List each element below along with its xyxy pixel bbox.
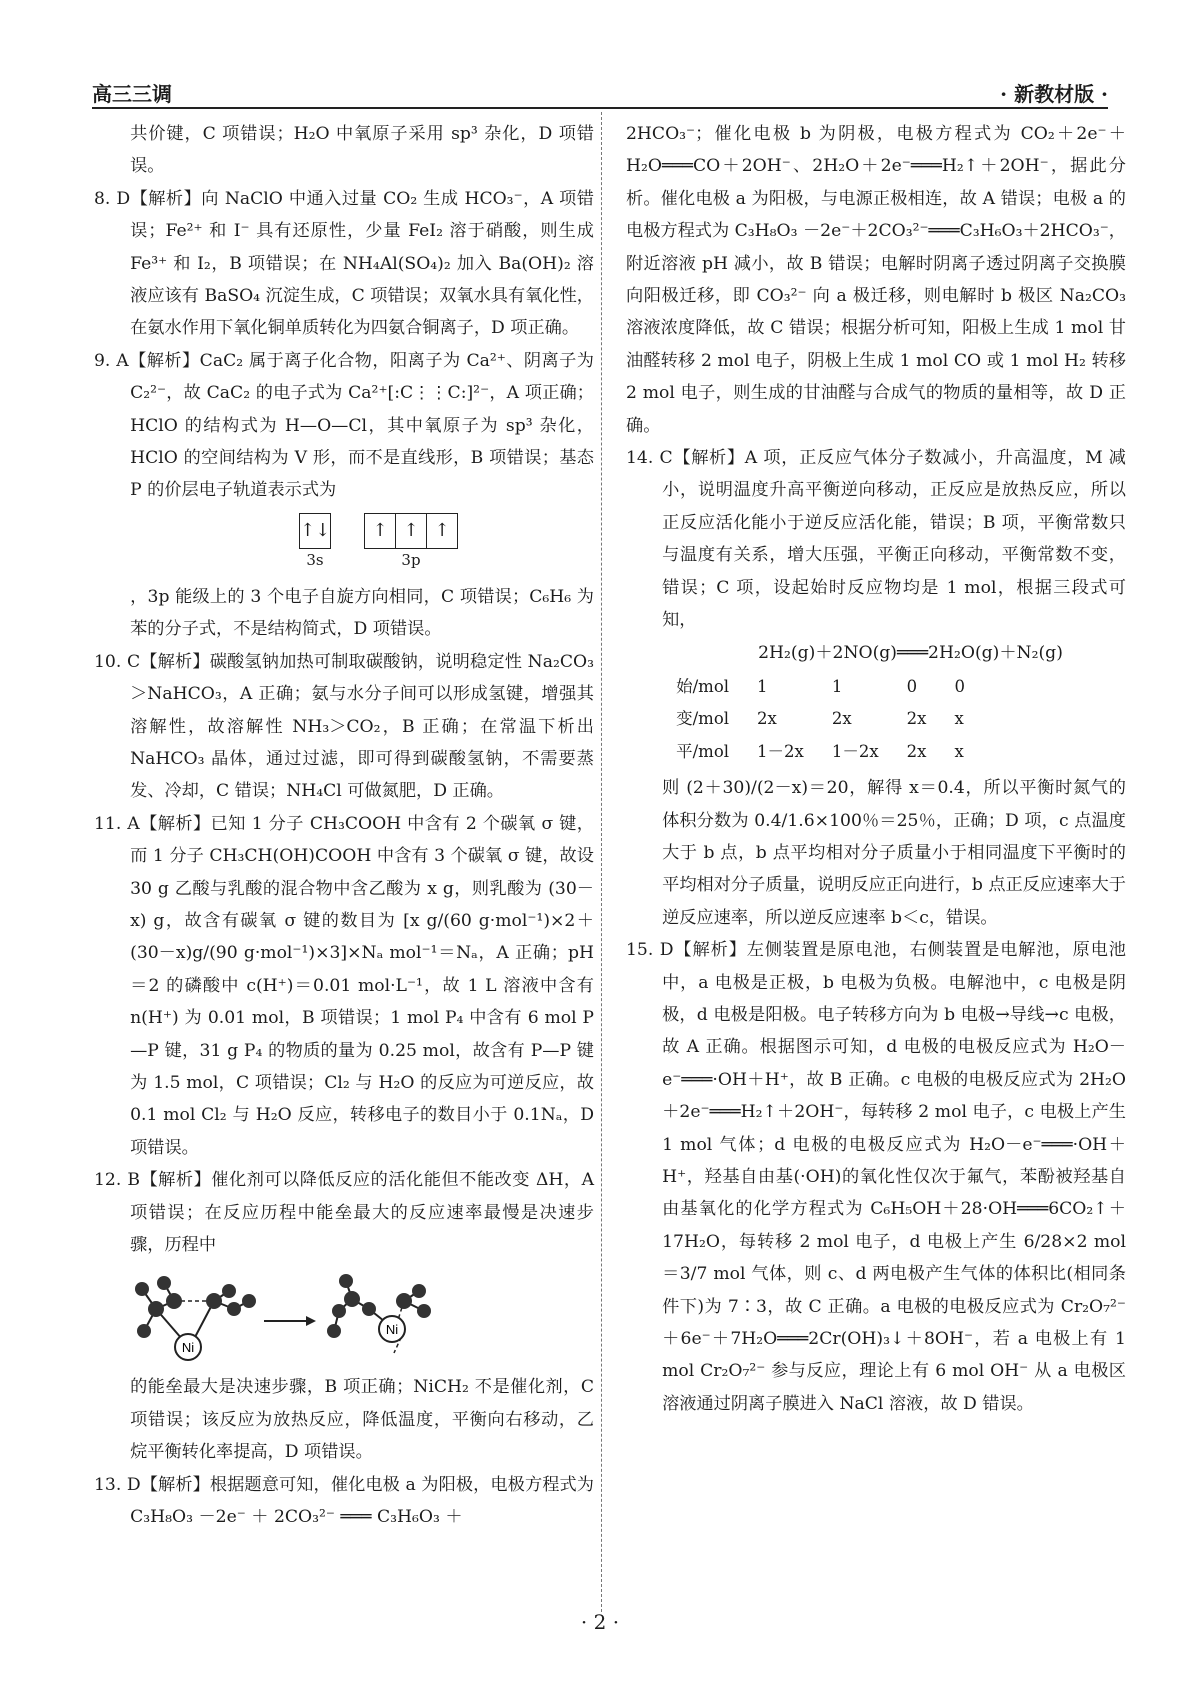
row-label: 变/mol xyxy=(676,709,730,729)
row-label: 始/mol xyxy=(676,676,730,696)
reaction-figure xyxy=(94,1261,594,1371)
orbital-3p-cell: ↑ xyxy=(365,514,396,548)
table-cell: 2x xyxy=(831,709,852,729)
table-cell: 1－2x xyxy=(757,741,804,761)
equilibrium-block xyxy=(626,637,1126,769)
orbital-3p-label: 3p xyxy=(401,550,421,569)
answer-13-continued: 2HCO₃⁻；催化电极 b 为阴极，电极方程式为 CO₂＋2e⁻＋H₂O═══CO＋2OH⁻、2H₂O＋2e⁻═══H₂↑＋2OH⁻，据此分析。催化电极 a 为阳极，与电源正极相连，故 A 错误；电极 a 的电极方程式为 C₃H₈O₃ －2e⁻＋2CO₃²⁻═══C₃H₆O₃＋2HCO₃⁻，附近溶液 pH 减小，故 B 错误；电解时阴离子透过阴离子交换膜向阳极迁移，即 CO₃²⁻ 向 a 极迁移，则电解时 b 极区 Na₂CO₃ 溶液浓度降低，故 C 错误；根据分析可知，阳极上生成 1 mol 甘油醛转移 2 mol 电子，阴极上生成 1 mol CO 或 1 mol H₂ 转移 2 mol 电子，则生成的甘油醛与合成气的物质的量相等，故 D 正确。 xyxy=(626,124,1126,436)
orbital-3s-box xyxy=(299,513,331,549)
table-cell: 2x xyxy=(906,741,927,761)
table-row xyxy=(662,736,979,768)
table-row xyxy=(662,703,979,735)
answer-9: 9. A【解析】CaC₂ 属于离子化合物，阳离子为 Ca²⁺、阴离子为 C₂²⁻，故 CaC₂ 的电子式为 Ca²⁺[:C⋮⋮C:]²⁻，A 项正确；HClO 的结构式为 H—O—Cl，其中氧原子为 sp³ 杂化，HClO 的空间结构为 V 形，而不是直线形，B 项错误；基态 P 的价层电子轨道表示式为 xyxy=(94,350,594,501)
table-cell: x xyxy=(954,741,964,761)
answer-14: 14. C【解析】A 项，正反应气体分子数减小，升高温度，M 减小，说明温度升高平衡逆向移动，正反应是放热反应，所以正反应活化能小于逆反应活化能，错误；B 项，平衡常数只与温度有关系，增大压强，平衡正向移动，平衡常数不变，错误；C 项，设起始时反应物均是 1 mol，根据三段式可知， xyxy=(626,448,1126,631)
header-edition: · 新教材版 · xyxy=(1000,82,1108,106)
page-header xyxy=(92,78,1108,110)
header-rule xyxy=(92,107,1108,109)
paragraph-7-continued: 共价键，C 项错误；H₂O 中氧原子采用 sp³ 杂化，D 项错误。 xyxy=(130,124,594,177)
orbital-3p-cell: ↑ xyxy=(396,514,427,548)
answer-10: 10. C【解析】碳酸氢钠加热可制取碳酸钠，说明稳定性 Na₂CO₃＞NaHCO₃，A 正确；氨与水分子间可以形成氢键，增强其溶解性，故溶解性 NH₃＞CO₂，B 正确；在常温下析出 NaHCO₃ 晶体，通过过滤，即可得到碳酸氢钠，不需要蒸发、冷却，C 错误；NH₄Cl 可做氮肥，D 正确。 xyxy=(94,651,594,802)
ni-atom-label: Ni xyxy=(181,1340,195,1356)
table-cell: 0 xyxy=(954,676,965,696)
left-column xyxy=(94,118,594,1533)
table-cell: 1－2x xyxy=(831,741,879,761)
page-number: · 2 · xyxy=(580,1610,620,1634)
table-cell: 0 xyxy=(906,676,918,696)
orbital-3s-label: 3s xyxy=(306,550,324,569)
answer-12: 12. B【解析】催化剂可以降低反应的活化能但不能改变 ΔH，A 项错误；在反应历程中能垒最大的反应速率最慢是决速步骤，历程中 xyxy=(94,1170,594,1255)
header-title: 高三三调 xyxy=(92,82,172,106)
table-cell: 2x xyxy=(906,709,927,729)
equilibrium-equation: 2H₂(g)＋2NO(g)═══2H₂O(g)＋N₂(g) xyxy=(758,642,1063,663)
answer-11: 11. A【解析】已知 1 分子 CH₃COOH 中含有 2 个碳氧 σ 键，而 1 分子 CH₃CH(OH)COOH 中含有 3 个碳氧 σ 键，故设 30 g 乙酸与乳酸的混合物中含乙酸为 x g，则乳酸为 (30－x) g，故含有碳氧 σ 键的数目为 [x g/(60 g·mol⁻¹)×2＋(30－x)g/(90 g·mol⁻¹)×3]×Nₐ mol⁻¹＝Nₐ，A 正确；pH＝2 的磷酸中 c(H⁺)＝0.01 mol·L⁻¹，故 1 L 溶液中含有 n(H⁺) 为 0.01 mol，B 项错误；1 mol P₄ 中含有 6 mol P—P 键，31 g P₄ 的物质的量为 0.25 mol，故含有 P—P 键为 1.5 mol，C 项错误；Cl₂ 与 H₂O 的反应为可逆反应，故 0.1 mol Cl₂ 与 H₂O 反应，转移电子的数目小于 0.1Nₐ，D 项错误。 xyxy=(94,813,594,1158)
orbital-3p-cell: ↑ xyxy=(434,519,450,541)
answer-15: 15. D【解析】左侧装置是原电池，右侧装置是电解池，原电池中，a 电极是正极，b 电极为负极。电解池中，c 电极是阴极，d 电极是阳极。电子转移方向为 b 电极→导线→c 电极，故 A 正确。根据图示可知，d 电极的电极反应式为 H₂O－e⁻═══·OH＋H⁺，故 B 正确。c 电极的电极反应式为 2H₂O＋2e⁻═══H₂↑＋2OH⁻，每转移 2 mol 电子，c 电极上产生 1 mol 气体；d 电极的电极反应式为 H₂O－e⁻═══·OH＋H⁺，羟基自由基(·OH)的氧化性仅次于氟气，苯酚被羟基自由基氧化的化学方程式为 C₆H₅OH＋28·OH═══6CO₂↑＋17H₂O，每转移 2 mol 电子，d 电极上产生 6/28×2 mol＝3/7 mol 气体，则 c、d 两电极产生气体的体积比(相同条件下)为 7∶3，故 C 正确。a 电极的电极反应式为 Cr₂O₇²⁻＋6e⁻＋7H₂O═══2Cr(OH)₃↓＋8OH⁻，若 a 电极上有 1 mol Cr₂O₇²⁻ 参与反应，理论上有 6 mol OH⁻ 从 a 电极区溶液通过阴离子膜进入 NaCl 溶液，故 D 错误。 xyxy=(626,940,1126,1414)
table-row xyxy=(662,671,979,703)
ni-atom-label: Ni xyxy=(385,1322,399,1338)
table-cell: 1 xyxy=(831,676,843,696)
table-cell: 1 xyxy=(757,676,768,696)
answer-8: 8. D【解析】向 NaClO 中通入过量 CO₂ 生成 HCO₃⁻，A 项错误；Fe²⁺ 和 I⁻ 具有还原性，少量 FeI₂ 溶于硝酸，则生成 Fe³⁺ 和 I₂，B 项错误；在 NH₄Al(SO₄)₂ 加入 Ba(OH)₂ 溶液应该有 BaSO₄ 沉淀生成，C 项错误；双氧水具有氧化性，在氨水作用下氧化铜单质转化为四氨合铜离子，D 项正确。 xyxy=(94,188,594,339)
ni-mechanism-diagram xyxy=(94,1261,514,1371)
answer-12-continued: 的能垒最大是决速步骤，B 项正确；NiCH₂ 不是催化剂，C 项错误；该反应为放热反应，降低温度，平衡向右移动，乙烷平衡转化率提高，D 项错误。 xyxy=(130,1377,594,1463)
answer-9-continued: ，3p 能级上的 3 个电子自旋方向相同，C 项错误；C₆H₆ 为苯的分子式，不是结构简式，D 项错误。 xyxy=(130,586,594,640)
orbital-3s-cell: ↑↓ xyxy=(300,519,331,541)
orbital-3p-box xyxy=(364,513,458,549)
column-divider xyxy=(601,112,602,1612)
answer-13: 13. D【解析】根据题意可知，催化电极 a 为阳极，电极方程式为 C₃H₈O₃ －2e⁻ ＋ 2CO₃²⁻ ═══ C₃H₆O₃ ＋ xyxy=(94,1474,594,1528)
row-label: 平/mol xyxy=(676,741,730,761)
equilibrium-table xyxy=(662,671,979,768)
table-cell: x xyxy=(954,709,964,729)
right-column xyxy=(626,118,1126,1420)
answer-14-continued: 则 (2＋30)/(2－x)＝20，解得 x＝0.4，所以平衡时氮气的体积分数为 0.4/1.6×100％＝25％，正确；D 项，c 点温度大于 b 点，b 点平均相对分子质量小于相同温度下平衡时的平均相对分子质量，说明反应正向进行，b 点正反应速率大于逆反应速率，所以逆反应速率 b＜c，错误。 xyxy=(662,778,1126,928)
orbital-diagram xyxy=(94,513,594,575)
table-cell: 2x xyxy=(757,709,777,729)
